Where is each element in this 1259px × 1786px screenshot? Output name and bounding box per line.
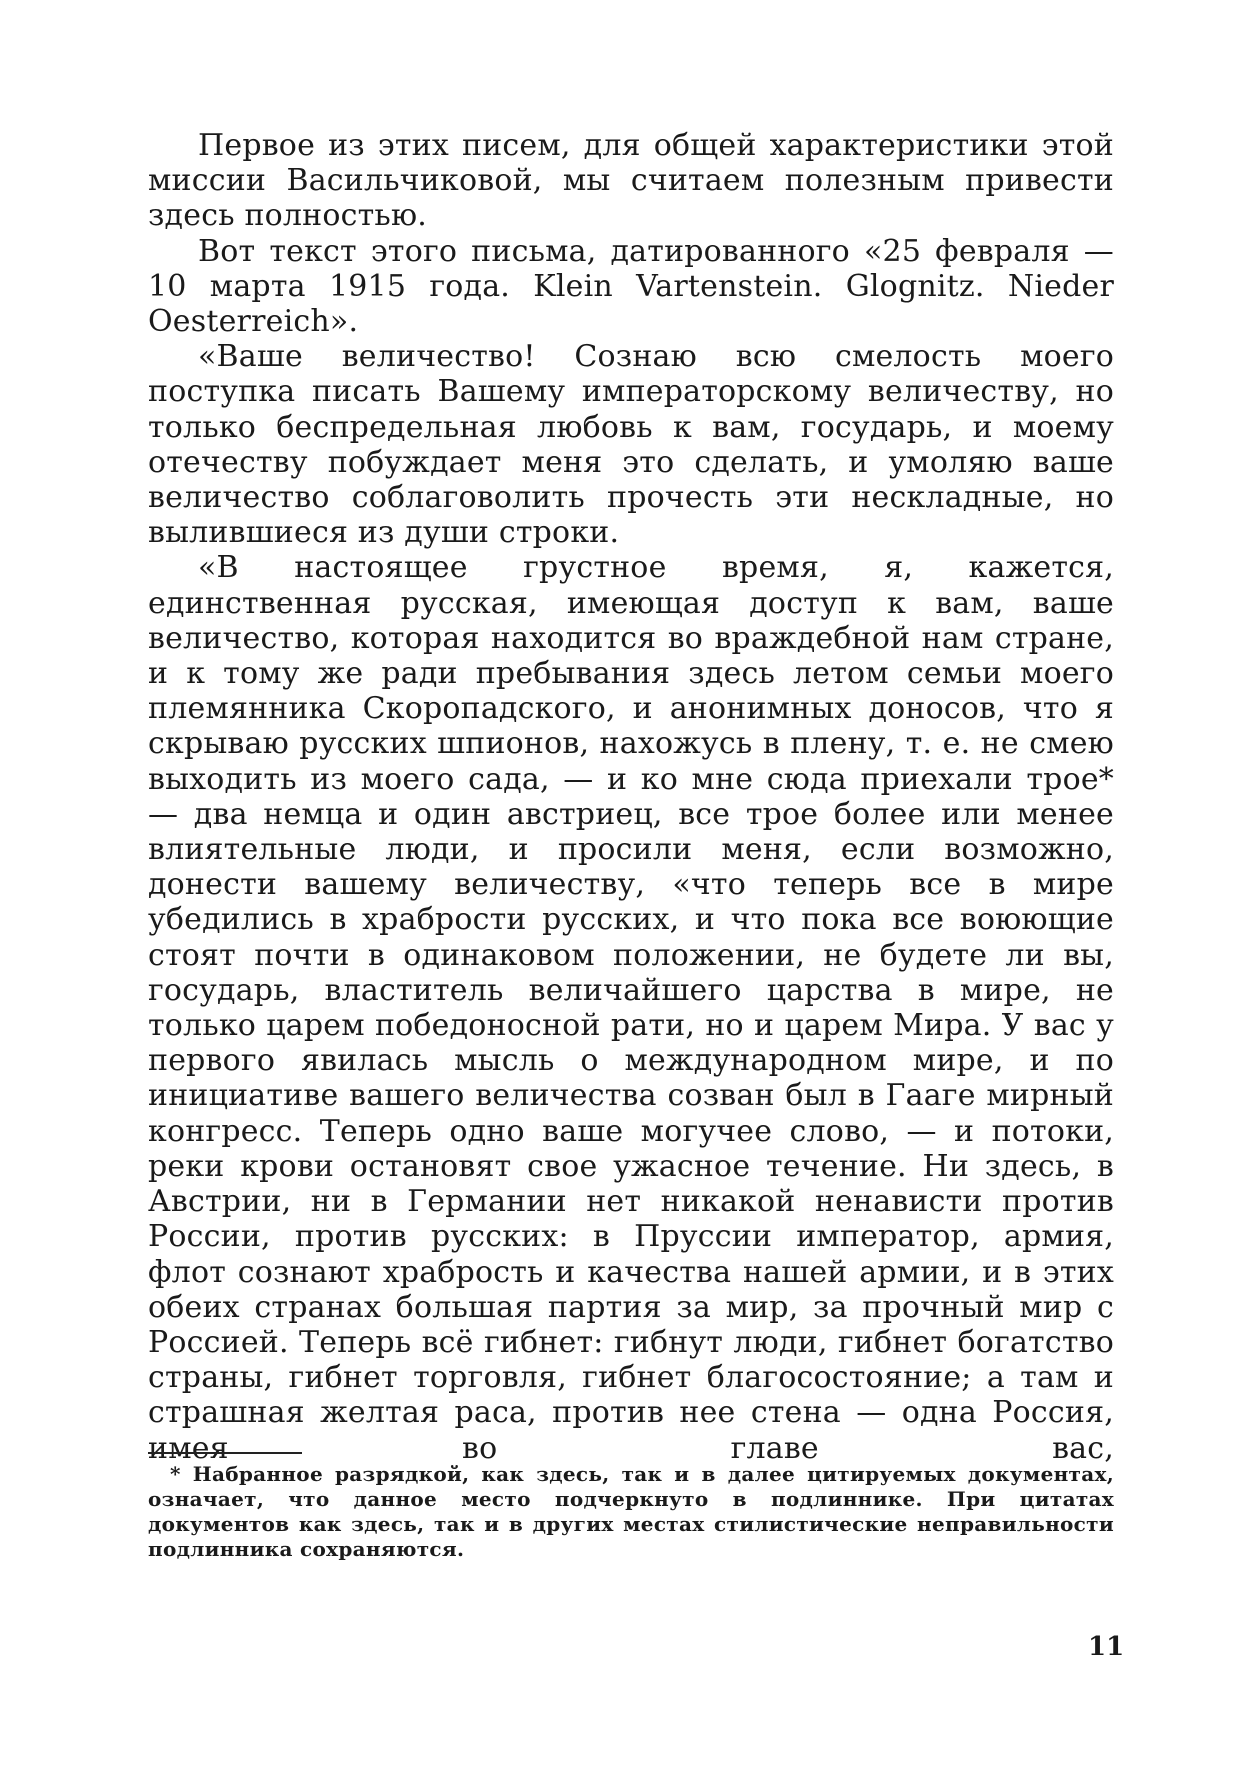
footnote-divider xyxy=(148,1452,302,1454)
paragraph-4: «В настоящее грустное время, я, кажется, единственная русская, имеющая доступ к вам, ваше величество, которая находится во враждебной нам стране, и к тому же ради пребывания здесь летом семьи моего племянника Скоропадского, и анонимных доносов, что я скрываю русских шпионов, нахожусь в плену, т. е. не смею выходить из моего сада, — и ко мне сюда приехали трое* — два немца и один австриец, все трое более или менее влиятельные люди, и просили меня, если возможно, донести вашему величеству, «что теперь все в мире убедились в храбрости русских, и что пока все воюющие стоят почти в одинаковом положении, не будете ли вы, государь, властитель величайшего царства в мире, не только царем победоносной рати, но и царем Мира. У вас у первого явилась мысль о международном мире, и по инициативе вашего величества созван был в Гааге мирный конгресс. Теперь одно ваше могучее слово, — и потоки, реки крови остановят свое ужасное течение. Ни здесь, в Австрии, ни в Германии нет никакой ненависти против России, против русских: в Пруссии император, армия, флот сознают храбрость и качества нашей армии, и в этих обеих странах большая партия за мир, за прочный мир с Россией. Теперь всё гибнет: гибнут люди, гибнет богатство страны, гибнет торговля, гибнет благосостояние; а там и страшная желтая раса, против нее стена — одна Россия, имея во главе вас, xyxy=(148,550,1114,1466)
footnote: * Набранное разрядкой, как здесь, так и в далее цитируемых документах, означает, что данное место подчеркнуто в подлиннике. При цитатах документов как здесь, так и в других местах стилистические неправильности подлинника сохраняются. xyxy=(148,1462,1114,1561)
page-number: 11 xyxy=(1088,1632,1125,1662)
paragraph-2: Вот текст этого письма, датированного «25 февраля — 10 марта 1915 года. Klein Vartenstein. Glognitz. Nieder Oesterreich». xyxy=(148,233,1114,340)
paragraph-3: «Ваше величество! Сознаю всю смелость моего поступка писать Вашему императорскому величеству, но только беспредельная любовь к вам, государь, и моему отечеству побуждает меня это сделать, и умоляю ваше величество соблаговолить прочесть эти нескладные, но вылившиеся из души строки. xyxy=(148,339,1114,551)
paragraph-1: Первое из этих писем, для общей характеристики этой миссии Васильчиковой, мы считаем полезным привести здесь полностью. xyxy=(148,128,1114,234)
body-text xyxy=(148,128,1114,1466)
page-content xyxy=(148,128,1114,1466)
